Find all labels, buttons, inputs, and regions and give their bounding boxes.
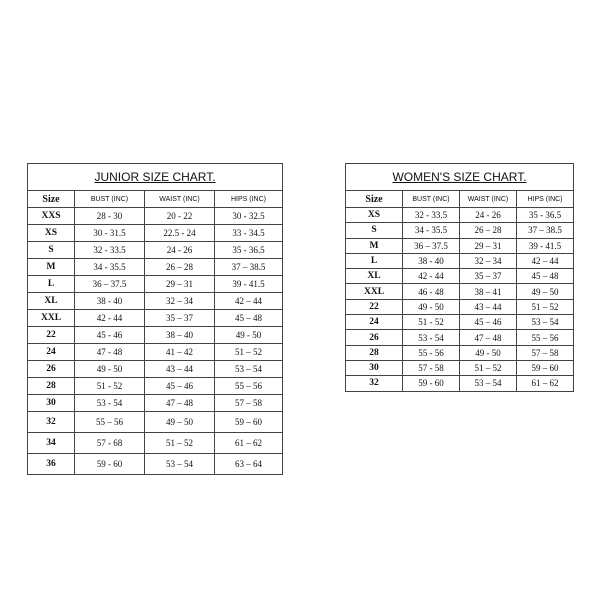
table-row: [346, 253, 574, 268]
waist-cell: 45 – 46: [145, 378, 215, 395]
size-cell: 28: [28, 378, 75, 395]
waist-cell: 29 – 31: [145, 276, 215, 293]
size-cell: 34: [28, 433, 75, 454]
size-cell: S: [346, 223, 403, 238]
table-row: [346, 315, 574, 330]
junior-size-chart: [27, 163, 283, 475]
waist-cell: 49 – 50: [145, 412, 215, 433]
size-cell: S: [28, 242, 75, 259]
hips-cell: 53 – 54: [215, 361, 283, 378]
size-cell: 22: [346, 299, 403, 314]
table-row: [28, 395, 283, 412]
table-row: [28, 433, 283, 454]
size-cell: 24: [346, 315, 403, 330]
waist-cell: 49 - 50: [460, 345, 517, 360]
size-cell: 32: [28, 412, 75, 433]
size-cell: 26: [28, 361, 75, 378]
table-row: [28, 344, 283, 361]
size-cell: L: [28, 276, 75, 293]
column-header-size: Size: [28, 191, 75, 208]
size-cell: 36: [28, 454, 75, 475]
table-row: [346, 223, 574, 238]
size-cell: 32: [346, 376, 403, 391]
bust-cell: 47 - 48: [75, 344, 145, 361]
waist-cell: 41 – 42: [145, 344, 215, 361]
women-size-chart: [345, 163, 574, 392]
table-row: [28, 378, 283, 395]
bust-cell: 59 - 60: [403, 376, 460, 391]
women-table-body: [346, 208, 574, 392]
size-cell: XL: [346, 269, 403, 284]
table-row: [28, 293, 283, 310]
waist-cell: 24 - 26: [460, 208, 517, 223]
waist-cell: 45 – 46: [460, 315, 517, 330]
hips-cell: 51 – 52: [517, 299, 574, 314]
bust-cell: 53 - 54: [75, 395, 145, 412]
table-row: [346, 360, 574, 375]
hips-cell: 45 – 48: [517, 269, 574, 284]
column-header-hips: HIPS (INC): [215, 191, 283, 208]
table-row: [28, 412, 283, 433]
hips-cell: 51 – 52: [215, 344, 283, 361]
junior-table-body: [28, 208, 283, 475]
hips-cell: 55 – 56: [517, 330, 574, 345]
waist-cell: 24 - 26: [145, 242, 215, 259]
hips-cell: 63 – 64: [215, 454, 283, 475]
column-header-size: Size: [346, 191, 403, 208]
waist-cell: 53 – 54: [460, 376, 517, 391]
waist-cell: 29 – 31: [460, 238, 517, 253]
size-cell: 24: [28, 344, 75, 361]
hips-cell: 39 - 41.5: [215, 276, 283, 293]
table-row: [28, 361, 283, 378]
hips-cell: 35 - 36.5: [215, 242, 283, 259]
size-cell: 26: [346, 330, 403, 345]
bust-cell: 49 - 50: [403, 299, 460, 314]
hips-cell: 33 - 34.5: [215, 225, 283, 242]
waist-cell: 51 – 52: [460, 360, 517, 375]
hips-cell: 37 – 38.5: [215, 259, 283, 276]
waist-cell: 32 – 34: [460, 253, 517, 268]
size-cell: XXL: [346, 284, 403, 299]
bust-cell: 57 - 68: [75, 433, 145, 454]
hips-cell: 59 – 60: [215, 412, 283, 433]
bust-cell: 49 - 50: [75, 361, 145, 378]
bust-cell: 32 - 33.5: [403, 208, 460, 223]
waist-cell: 35 – 37: [460, 269, 517, 284]
table-row: [28, 225, 283, 242]
bust-cell: 42 - 44: [75, 310, 145, 327]
table-row: [28, 259, 283, 276]
table-row: [28, 310, 283, 327]
hips-cell: 61 – 62: [215, 433, 283, 454]
hips-cell: 59 – 60: [517, 360, 574, 375]
waist-cell: 38 – 41: [460, 284, 517, 299]
waist-cell: 47 – 48: [145, 395, 215, 412]
bust-cell: 28 - 30: [75, 208, 145, 225]
hips-cell: 39 - 41.5: [517, 238, 574, 253]
size-cell: 30: [346, 360, 403, 375]
table-row: [346, 238, 574, 253]
bust-cell: 55 - 56: [403, 345, 460, 360]
size-cell: 28: [346, 345, 403, 360]
waist-cell: 43 – 44: [460, 299, 517, 314]
waist-cell: 20 - 22: [145, 208, 215, 225]
size-cell: XS: [346, 208, 403, 223]
waist-cell: 32 – 34: [145, 293, 215, 310]
table-row: [346, 330, 574, 345]
size-cell: L: [346, 253, 403, 268]
bust-cell: 34 - 35.5: [403, 223, 460, 238]
size-cell: 30: [28, 395, 75, 412]
column-header-waist: WAIST (INC): [460, 191, 517, 208]
hips-cell: 37 – 38.5: [517, 223, 574, 238]
hips-cell: 49 – 50: [517, 284, 574, 299]
table-row: [346, 269, 574, 284]
hips-cell: 45 – 48: [215, 310, 283, 327]
hips-cell: 57 – 58: [517, 345, 574, 360]
hips-cell: 49 - 50: [215, 327, 283, 344]
table-row: [28, 276, 283, 293]
hips-cell: 53 – 54: [517, 315, 574, 330]
waist-cell: 26 – 28: [145, 259, 215, 276]
bust-cell: 32 - 33.5: [75, 242, 145, 259]
women-header-row: [346, 191, 574, 208]
waist-cell: 35 – 37: [145, 310, 215, 327]
bust-cell: 51 - 52: [75, 378, 145, 395]
waist-cell: 53 – 54: [145, 454, 215, 475]
column-header-hips: HIPS (INC): [517, 191, 574, 208]
bust-cell: 30 - 31.5: [75, 225, 145, 242]
size-cell: XXL: [28, 310, 75, 327]
size-cell: M: [346, 238, 403, 253]
junior-header-row: [28, 191, 283, 208]
bust-cell: 55 – 56: [75, 412, 145, 433]
hips-cell: 42 – 44: [517, 253, 574, 268]
size-cell: XXS: [28, 208, 75, 225]
hips-cell: 61 – 62: [517, 376, 574, 391]
table-row: [28, 208, 283, 225]
bust-cell: 57 - 58: [403, 360, 460, 375]
table-row: [346, 284, 574, 299]
column-header-bust: BUST (INC): [75, 191, 145, 208]
bust-cell: 51 - 52: [403, 315, 460, 330]
table-row: [346, 299, 574, 314]
table-row: [28, 454, 283, 475]
waist-cell: 47 – 48: [460, 330, 517, 345]
women-chart-title: WOMEN'S SIZE CHART.: [346, 164, 574, 191]
waist-cell: 26 – 28: [460, 223, 517, 238]
size-cell: M: [28, 259, 75, 276]
hips-cell: 42 – 44: [215, 293, 283, 310]
size-cell: XL: [28, 293, 75, 310]
bust-cell: 36 – 37.5: [75, 276, 145, 293]
bust-cell: 45 - 46: [75, 327, 145, 344]
bust-cell: 53 - 54: [403, 330, 460, 345]
waist-cell: 38 – 40: [145, 327, 215, 344]
column-header-bust: BUST (INC): [403, 191, 460, 208]
bust-cell: 36 – 37.5: [403, 238, 460, 253]
table-row: [346, 376, 574, 391]
hips-cell: 35 - 36.5: [517, 208, 574, 223]
size-cell: 22: [28, 327, 75, 344]
hips-cell: 55 – 56: [215, 378, 283, 395]
waist-cell: 51 – 52: [145, 433, 215, 454]
column-header-waist: WAIST (INC): [145, 191, 215, 208]
size-cell: XS: [28, 225, 75, 242]
waist-cell: 22.5 - 24: [145, 225, 215, 242]
table-row: [28, 242, 283, 259]
bust-cell: 38 - 40: [403, 253, 460, 268]
bust-cell: 59 - 60: [75, 454, 145, 475]
junior-chart-title: JUNIOR SIZE CHART.: [28, 164, 283, 191]
table-row: [346, 345, 574, 360]
waist-cell: 43 – 44: [145, 361, 215, 378]
hips-cell: 30 - 32.5: [215, 208, 283, 225]
bust-cell: 42 - 44: [403, 269, 460, 284]
bust-cell: 46 - 48: [403, 284, 460, 299]
hips-cell: 57 – 58: [215, 395, 283, 412]
table-row: [28, 327, 283, 344]
bust-cell: 38 - 40: [75, 293, 145, 310]
table-row: [346, 208, 574, 223]
bust-cell: 34 - 35.5: [75, 259, 145, 276]
